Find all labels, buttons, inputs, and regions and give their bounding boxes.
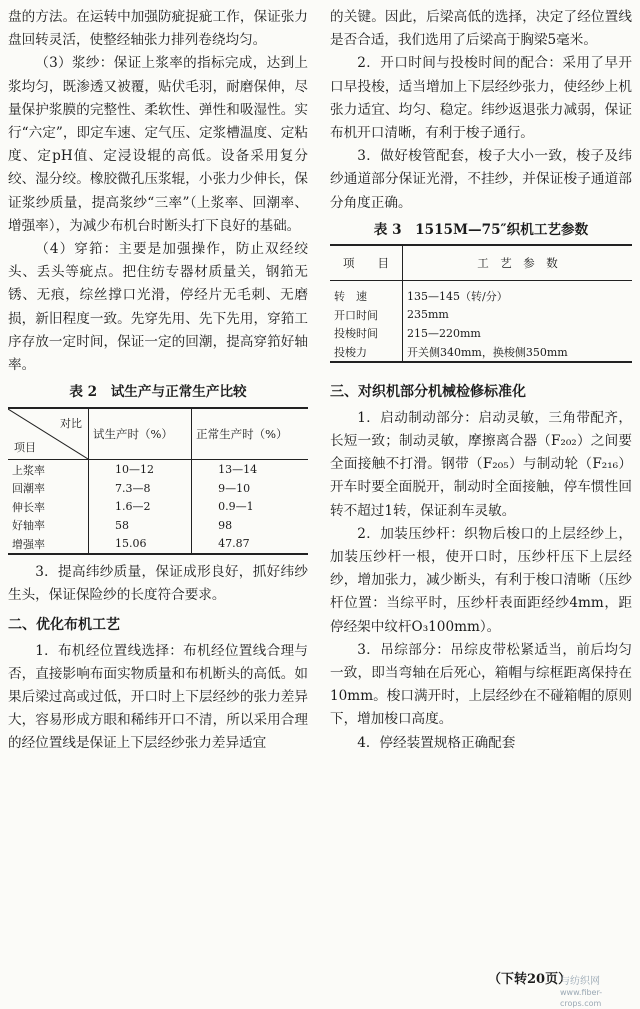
table2-header-normal: 正常生产时（%） (196, 427, 288, 442)
table2-item: 回潮率 (8, 479, 89, 498)
continued-note: （下转20页） (488, 972, 572, 987)
table2-item: 增强率 (8, 535, 89, 555)
table2-trial: 7.3—8 (89, 479, 192, 498)
table3-param: 215—220mm (407, 326, 481, 340)
table2-trial: 58 (89, 516, 192, 535)
paragraph-warp-line: 1．布机经位置线选择：布机经位置线合理与否，直接影响布面实物质量和布机断头的高低。如果后梁过高或过低，开口时上下层经纱的张力差异大，容易形成方眼和稀纬开口不清，所以采用合理的经位置线是保证上下层经纱张力差异适宜 (8, 642, 308, 752)
right-column (330, 6, 632, 755)
table3-item: 投梭力 (330, 342, 403, 362)
table3-loom-params (330, 244, 632, 363)
watermark-text: 与纺织网 (560, 976, 600, 987)
paragraph-weft-quality: 3．提高纬纱质量，保证成形良好，抓好纬纱生头，保证保险纱的长度符合要求。 (8, 564, 308, 604)
table-row (8, 460, 308, 479)
table-row (330, 305, 632, 324)
section-heading-2: 二、优化布机工艺 (8, 616, 120, 633)
table3-header-param: 工 艺 参 数 (477, 255, 558, 270)
table2-normal: 0.9—1 (218, 500, 254, 514)
table-row (330, 280, 632, 305)
section-heading-3: 三、对织机部分机械检修标准化 (330, 383, 526, 400)
table2-item: 上浆率 (8, 460, 89, 479)
table2-normal: 13—14 (218, 463, 258, 477)
table2-trial: 1.6—2 (89, 497, 192, 516)
paragraph-intro: 盘的方法。在运转中加强防疵捉疵工作，保证张力盘回转灵活，使整经轴张力排列卷绕均匀。 (8, 9, 308, 49)
table3-item: 转 速 (330, 280, 403, 305)
paragraph-press-rod: 2．加装压纱杆：织物后梭口的上层经纱上，加装压纱杆一根，使开口时，压纱杆压下上层经纱，增加张力，减少断头，有利于梭口清晰（压纱杆位置：当综平时，压纱杆表面距经纱4mm，距停经架中纹杆O₃100mm）。 (330, 525, 632, 635)
table-row (330, 324, 632, 343)
paragraph-shuttle: 3．做好梭管配套，梭子大小一致，梭子及纬纱通道部分保证光滑，不挂纱，并保证梭子通道部分角度正确。 (330, 148, 632, 211)
table-row (8, 497, 308, 516)
table2-normal: 9—10 (218, 481, 251, 495)
table2-corner-bottom: 项目 (14, 441, 36, 455)
table2-normal: 98 (218, 518, 233, 532)
paragraph-sizing: （3）浆纱：保证上浆率的指标完成，达到上浆均匀，既渗透又被覆，贴伏毛羽，耐磨保伸，尽量保护浆膜的完整性、柔软性、弹性和吸湿性。实行“六定”，即定车速、定气压、定浆槽温度、定粘度、定pH值、定浸设辊的高低。设备采用复分绞、湿分绞。橡胶微孔压浆辊，小张力少伸长，保证浆纱质量，提高浆纱“三率”（上浆率、回潮率、增强率），为减少布机台时断头打下良好的基础。 (8, 55, 308, 234)
table2-caption: 表 2 试生产与正常生产比较 (69, 384, 247, 401)
watermark (560, 976, 640, 1009)
table3-param: 135—145（转/分） (407, 290, 508, 304)
table2-trial-vs-normal (8, 407, 308, 555)
table2-item: 好轴率 (8, 516, 89, 535)
paragraph-heald: 3．吊综部分：吊综皮带松紧适当，前后均匀一致，即当弯轴在后死心，箱帽与综框距离保持在10mm。梭口满开时，上层经纱在不碰箱帽的原则下，增加梭口高度。 (330, 641, 632, 728)
table2-trial: 15.06 (89, 535, 192, 555)
table-row (330, 342, 632, 362)
table3-header-item: 项 目 (330, 245, 403, 281)
table2-corner-top: 对比 (60, 417, 82, 431)
paragraph-shedding-timing: 2．开口时间与投梭时间的配合：采用了早开口早投梭，适当增加上下层经纱张力，使经纱上机张力适宜、均匀、稳定。纬纱返退张力减弱，保证布机开口清晰，有利于梭子通行。 (330, 55, 632, 142)
paragraph-continued: 的关键。因此，后梁高低的选择，决定了经位置线是否合适，我们选用了后梁高于胸梁5毫米。 (330, 9, 632, 49)
table3-param: 开关侧340mm，换梭侧350mm (407, 345, 568, 359)
paragraph-start-brake: 1．启动制动部分：启动灵敏，三角带配齐，长短一致；制动灵敏，摩擦离合器（F₂₀₂）之间要全面接触不打滑。钢带（F₂₀₅）与制动轮（F₂₁₆）开车时要全面脱开，制动时全面接触，停车惯性回转不超过1转，保证刹车灵敏。 (330, 409, 632, 519)
table3-item: 投梭时间 (330, 324, 403, 343)
table2-corner-cell (8, 408, 89, 460)
paragraph-reeding: （4）穿筘：主要是加强操作，防止双经绞头、丢头等疵点。把住纺专器材质量关，钢筘无锈、无痕，综丝撑口光滑，停经片无毛刺、无磨损，新旧程度一致。先穿先用、先下先用，穿筘工序存放一定时间，保证一定的回潮，提高穿筘好轴率。 (8, 241, 308, 374)
table3-param: 235mm (407, 308, 449, 322)
table2-header-trial: 试生产时（%） (89, 408, 192, 460)
table-row (8, 479, 308, 498)
table-row (8, 516, 308, 535)
table3-caption: 表 3 1515M—75″织机工艺参数 (373, 221, 589, 238)
table2-item: 伸长率 (8, 497, 89, 516)
table2-trial: 10—12 (89, 460, 192, 479)
table2-normal: 47.87 (218, 537, 250, 551)
table-row (8, 535, 308, 555)
paragraph-stop-motion: 4．停经装置规格正确配套 (357, 734, 516, 751)
left-column (8, 6, 308, 756)
table3-item: 开口时间 (330, 305, 403, 324)
watermark-url: www.fiber-crops.com (560, 988, 603, 1008)
